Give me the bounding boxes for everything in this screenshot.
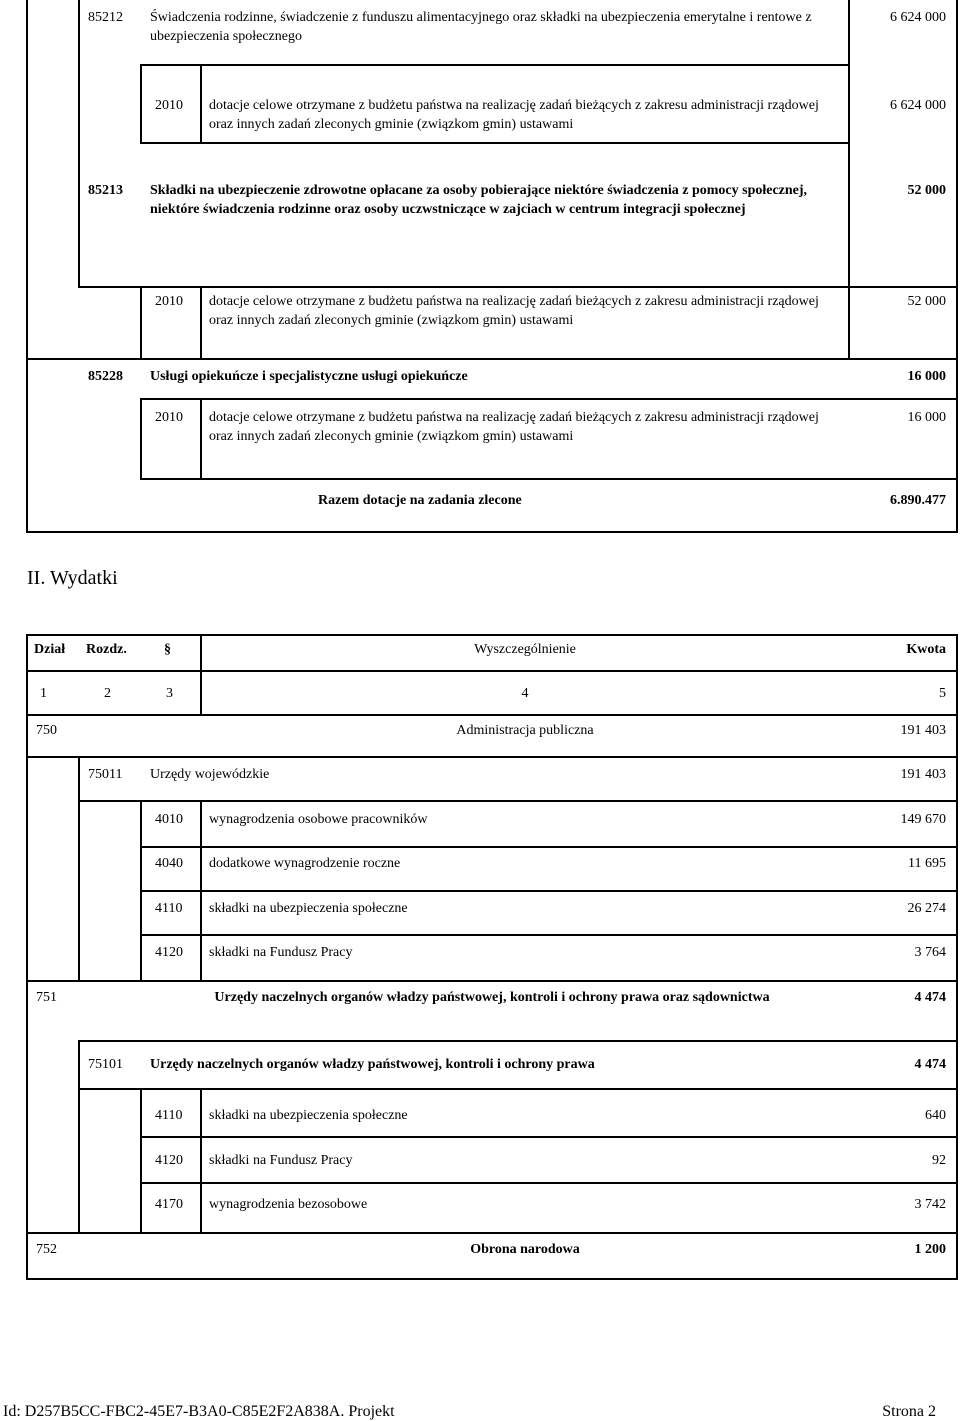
row-code: 2010	[155, 294, 183, 309]
header-paragraph: §	[164, 642, 171, 657]
row-code: 4170	[155, 1197, 183, 1212]
row-desc: Administracja publiczna	[456, 723, 594, 738]
row-code: 4120	[155, 945, 183, 960]
col-number: 2	[104, 686, 111, 701]
row-code: 85228	[88, 369, 123, 384]
row-code: 4120	[155, 1153, 183, 1168]
row-desc: składki na ubezpieczenia społeczne	[209, 1108, 408, 1123]
total-amount: 6.890.477	[890, 493, 946, 508]
row-desc: dotacje celowe otrzymane z budżetu państwa na realizację zadań bieżących z zakresu administracji rządowej oraz innych zadań zleconych gminie (związkom gmin) ustawami	[209, 98, 819, 132]
row-desc: Świadczenia rodzinne, świadczenie z funduszu alimentacyjnego oraz składki na ubezpieczenia emerytalne i rentowe z ubezpieczenia społecznego	[150, 10, 812, 44]
row-code: 751	[36, 990, 57, 1005]
row-desc: wynagrodzenia osobowe pracowników	[209, 812, 428, 827]
footer-id: Id: D257B5CC-FBC2-45E7-B3A0-C85E2F2A838A. Projekt	[3, 1403, 395, 1420]
row-amount: 191 403	[900, 767, 946, 782]
row-amount: 92	[932, 1153, 946, 1168]
row-code: 752	[36, 1242, 57, 1257]
header-rozdz: Rozdz.	[86, 642, 127, 657]
row-amount: 52 000	[907, 294, 946, 309]
row-amount: 1 200	[914, 1242, 946, 1257]
row-desc: dotacje celowe otrzymane z budżetu państwa na realizację zadań bieżących z zakresu administracji rządowej oraz innych zadań zleconych gminie (związkom gmin) ustawami	[209, 294, 819, 328]
row-code: 4110	[155, 1108, 183, 1123]
col-number: 3	[166, 686, 173, 701]
header-amount: Kwota	[906, 642, 946, 657]
footer-page: Strona 2	[882, 1403, 936, 1420]
row-amount: 6 624 000	[890, 98, 946, 113]
row-amount: 149 670	[900, 812, 946, 827]
row-amount: 16 000	[907, 369, 946, 384]
row-desc: Usługi opiekuńcze i specjalistyczne usługi opiekuńcze	[150, 369, 468, 384]
row-code: 85212	[88, 10, 123, 25]
row-code: 75011	[88, 767, 123, 782]
row-code: 4040	[155, 856, 183, 871]
col-number: 4	[521, 686, 529, 701]
row-code: 2010	[155, 98, 183, 113]
row-amount: 4 474	[914, 990, 946, 1005]
row-code: 4010	[155, 812, 183, 827]
row-desc: Urzędy wojewódzkie	[150, 767, 270, 782]
col-number: 5	[939, 686, 946, 701]
total-label: Razem dotacje na zadania zlecone	[318, 493, 522, 508]
row-amount: 6 624 000	[890, 10, 946, 25]
row-amount: 4 474	[914, 1057, 946, 1072]
col-number: 1	[40, 686, 47, 701]
row-desc: Składki na ubezpieczenie zdrowotne opłacane za osoby pobierające niektóre świadczenia z pomocy społecznej, niektóre świadczenia rodzinne oraz osoby uczwstniczące w zajciach w centrum integracji społecznej	[150, 183, 808, 217]
row-code: 750	[36, 723, 57, 738]
header-dzial: Dział	[34, 642, 66, 657]
row-amount: 11 695	[908, 856, 946, 871]
row-desc: Obrona narodowa	[470, 1242, 580, 1257]
section-title: II. Wydatki	[27, 567, 118, 589]
row-amount: 52 000	[907, 183, 946, 198]
row-desc: składki na Fundusz Pracy	[209, 945, 353, 960]
row-amount: 16 000	[907, 410, 946, 425]
row-amount: 3 764	[914, 945, 946, 960]
row-desc: dodatkowe wynagrodzenie roczne	[209, 856, 401, 871]
row-code: 85213	[88, 183, 123, 198]
row-amount: 3 742	[914, 1197, 946, 1212]
row-desc: składki na Fundusz Pracy	[209, 1153, 353, 1168]
row-desc: wynagrodzenia bezosobowe	[209, 1197, 368, 1212]
row-desc: Urzędy naczelnych organów władzy państwowej, kontroli i ochrony prawa	[150, 1057, 595, 1072]
row-amount: 640	[925, 1108, 946, 1123]
row-desc: składki na ubezpieczenia społeczne	[209, 901, 408, 916]
row-amount: 191 403	[900, 723, 946, 738]
row-desc: Urzędy naczelnych organów władzy państwowej, kontroli i ochrony prawa oraz sądownictwa	[214, 990, 770, 1005]
row-desc: dotacje celowe otrzymane z budżetu państwa na realizację zadań bieżących z zakresu administracji rządowej oraz innych zadań zleconych gminie (związkom gmin) ustawami	[209, 410, 819, 444]
row-code: 75101	[88, 1057, 123, 1072]
row-code: 4110	[155, 901, 183, 916]
header-desc: Wyszczególnienie	[474, 642, 576, 657]
row-amount: 26 274	[907, 901, 946, 916]
row-code: 2010	[155, 410, 183, 425]
